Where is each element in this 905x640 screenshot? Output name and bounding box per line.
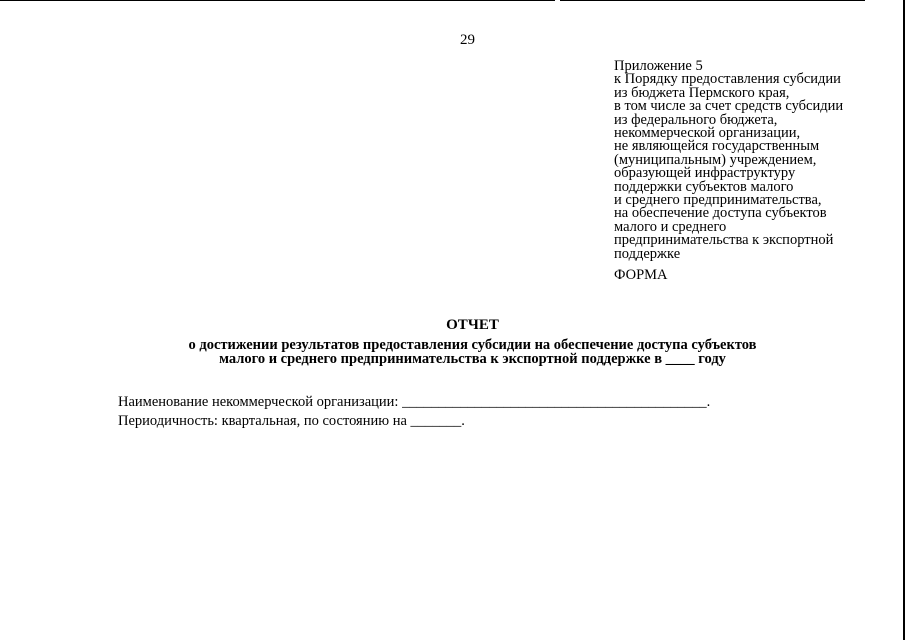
appendix-line: образующей инфраструктуру xyxy=(614,165,796,182)
report-subtitle-line: о достижении результатов предоставления субсидии на обеспечение доступа субъектов xyxy=(188,337,757,353)
page-number: 29 xyxy=(460,32,475,48)
report-subtitle-line: малого и среднего предпринимательства к экспортной поддержке в ____ году xyxy=(219,350,726,367)
page-top-edge xyxy=(0,0,555,1)
report-subtitle xyxy=(0,339,905,366)
appendix-block xyxy=(614,60,874,261)
appendix-line: в том числе за счет средств субсидии xyxy=(614,98,844,115)
appendix-line: предпринимательства к экспортной xyxy=(614,232,834,249)
appendix-line: поддержке xyxy=(614,245,681,262)
appendix-line: на обеспечение доступа субъектов xyxy=(614,205,827,222)
periodicity-field: Периодичность: квартальная, по состоянию на _______. xyxy=(118,413,465,429)
report-title: ОТЧЕТ xyxy=(446,317,499,333)
organization-name-field: Наименование некоммерческой организации: __________________________________________. xyxy=(118,394,711,410)
appendix-line: малого и среднего xyxy=(614,218,727,235)
appendix-line: к Порядку предоставления субсидии xyxy=(614,71,841,88)
appendix-line: и среднего предпринимательства, xyxy=(614,192,822,209)
appendix-line: (муниципальным) учреждением, xyxy=(614,151,817,168)
appendix-line: некоммерческой организации, xyxy=(614,125,801,142)
page-top-edge xyxy=(560,0,865,1)
appendix-line: поддержки субъектов малого xyxy=(614,178,794,195)
appendix-line: из федерального бюджета, xyxy=(614,111,778,128)
form-label: ФОРМА xyxy=(614,267,668,283)
appendix-line: не являющейся государственным xyxy=(614,138,820,155)
appendix-line: из бюджета Пермского края, xyxy=(614,84,790,101)
appendix-line: Приложение 5 xyxy=(614,58,703,74)
